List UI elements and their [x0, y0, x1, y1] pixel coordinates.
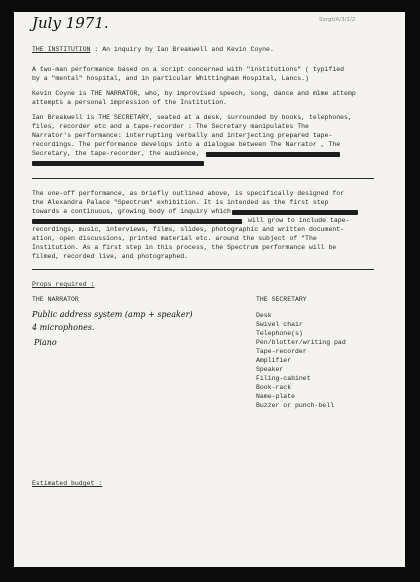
secretary-line: Secretary, the tape-recorder, the audience,	[32, 150, 200, 157]
secretary-line: Narrator's performance: interrupting verbally and interjecting prepared tape-	[32, 132, 333, 139]
redaction-bar	[206, 152, 340, 157]
document-page	[14, 12, 405, 567]
budget-label: Estimated budget :	[32, 480, 103, 487]
spectrum-line: ation, open discussions, printed material etc. around the subject of "The	[32, 235, 317, 242]
secretary-line: files, recorder etc and a tape-recorder : The Secretary manipulates The	[32, 123, 309, 130]
secretary-line: Ian Breakwell is THE SECRETARY, seated at a desk, surrounded by books, telephones,	[32, 114, 352, 121]
handwritten-prop: Piano	[34, 338, 57, 347]
secretary-prop-item: Filing-cabinet	[256, 375, 311, 382]
redaction-bar	[32, 161, 204, 166]
narrator-line: Kevin Coyne is THE NARRATOR, who, by improvised speech, song, dance and mime attemp	[32, 90, 356, 97]
handwritten-prop: 4 microphones.	[32, 323, 95, 332]
redaction-bar	[232, 210, 358, 215]
spectrum-line: filmed, recorded live, and photographed.	[32, 253, 189, 260]
secretary-prop-item: Speaker	[256, 366, 284, 373]
archive-reference: Sorgt/A/3/1/2	[319, 17, 356, 23]
intro-line: A two-man performance based on a script concerned with "institutions" ( typified	[32, 66, 345, 73]
section-divider	[32, 269, 374, 270]
spectrum-line: will grow to include tape-	[248, 217, 350, 224]
narrator-line: attempts a personal impression of the Institution.	[32, 99, 228, 106]
secretary-prop-item: Tape-recorder	[256, 348, 307, 355]
redaction-bar	[32, 219, 242, 224]
handwritten-prop: Public address system (amp + speaker)	[32, 310, 193, 319]
spectrum-line: the Alexandra Palace "Spectrum" exhibition. It is intended as the first step	[32, 199, 329, 206]
secretary-prop-item: Desk	[256, 312, 272, 319]
secretary-prop-item: Buzzer or punch-bell	[256, 402, 335, 409]
document-title: THE INSTITUTION : An inquiry by Ian Breakwell and Kevin Coyne.	[32, 46, 274, 53]
secretary-prop-item: Amplifier	[256, 357, 292, 364]
props-heading: Props required :	[32, 281, 95, 288]
secretary-prop-item: Pen/blotter/writing pad	[256, 339, 346, 346]
spectrum-line: recordings, music, interviews, films, slides, photographic and written document-	[32, 226, 345, 233]
spectrum-line: The one-off performance, as briefly outlined above, is specifically designed for	[32, 190, 345, 197]
secretary-prop-item: Name-plate	[256, 393, 296, 400]
intro-line: by a "mental" hospital, and in particular Whittingham Hospital, Lancs.)	[32, 75, 309, 82]
handwritten-date: July 1971.	[32, 14, 109, 32]
section-divider	[32, 178, 374, 179]
secretary-line: recordings. The performance develops into a dialogue between The Narrator , The	[32, 141, 341, 148]
spectrum-line: towards a continuous, growing body of inquiry which	[32, 208, 231, 215]
spectrum-line: Institution. As a first step in this process, the Spectrum performance will be	[32, 244, 337, 251]
narrator-column-heading: THE NARRATOR	[32, 296, 79, 303]
secretary-prop-item: Swivel chair	[256, 321, 303, 328]
secretary-column-heading: THE SECRETARY	[256, 296, 307, 303]
secretary-prop-item: Telephone(s)	[256, 330, 303, 337]
secretary-prop-item: Book-rack	[256, 384, 292, 391]
